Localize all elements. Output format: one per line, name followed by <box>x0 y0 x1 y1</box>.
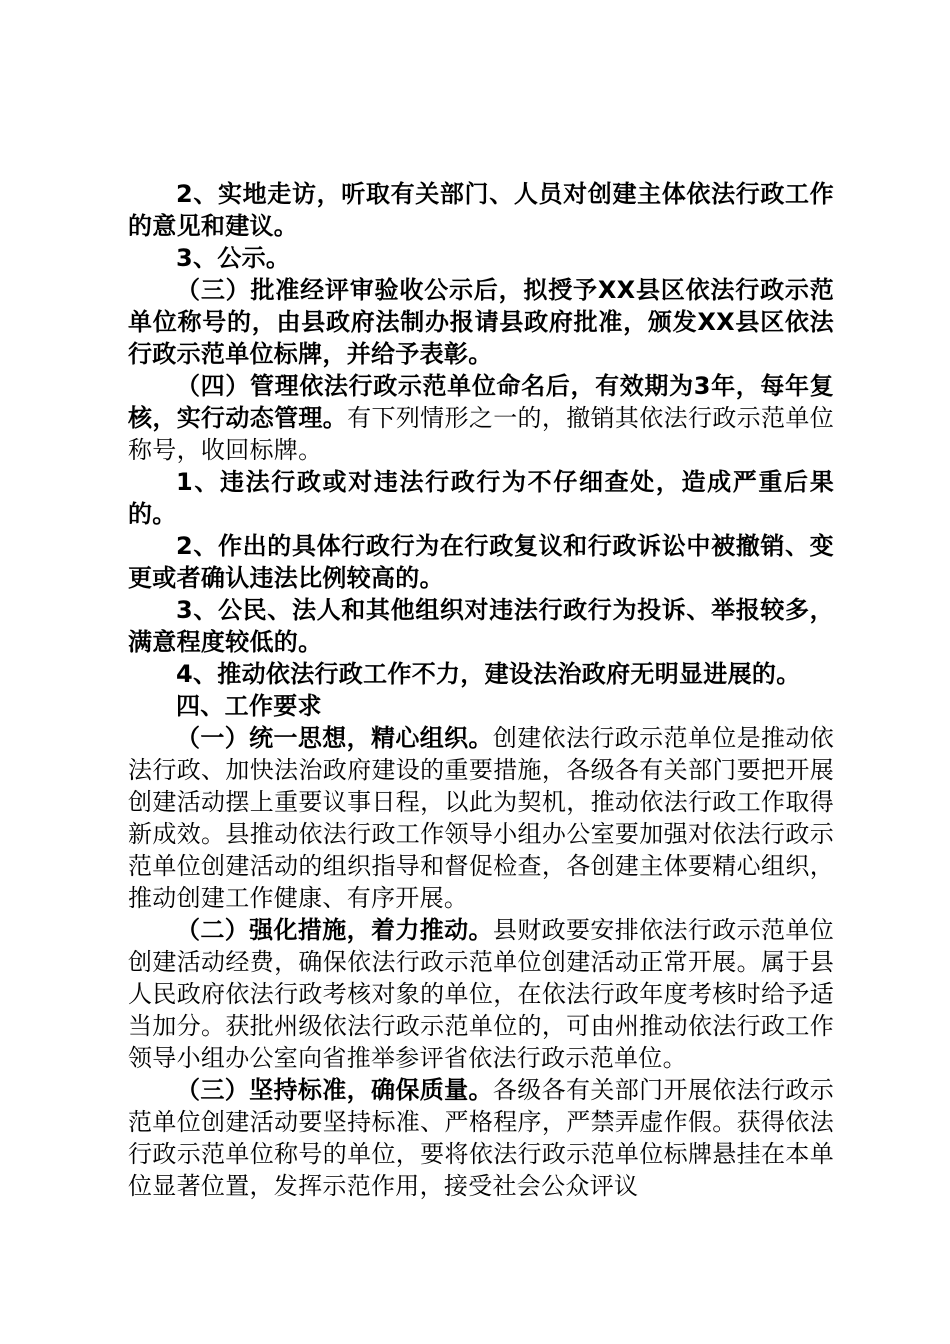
paragraph-revoke-condition-4 <box>128 658 834 690</box>
paragraph-text: （三）批准经评审验收公示后，拟授予XX县区依法行政示范单位称号的，由县政府法制办报请县政府批准，颁发XX县区依法行政示范单位标牌，并给予表彰。 <box>128 276 834 368</box>
section-heading-work-requirements <box>128 690 834 722</box>
paragraph-lead: （三）坚持标准，确保质量。 <box>176 1076 493 1104</box>
paragraph-requirement-3 <box>128 1074 834 1202</box>
paragraph-revoke-condition-1 <box>128 466 834 530</box>
paragraph-text: 3、公示。 <box>176 244 291 272</box>
paragraph-text: 各级各有关部门开展依法行政示范单位创建活动要坚持标准、严格程序，严禁弄虚作假。获得依法行政示范单位称号的单位，要将依法行政示范单位标牌悬挂在本单位显著位置，发挥示范作用，接受社会公众评议 <box>128 1076 835 1200</box>
paragraph-revoke-condition-3 <box>128 594 834 658</box>
paragraph-approval <box>128 274 834 370</box>
paragraph-management <box>128 370 834 466</box>
paragraph-text: 3、公民、法人和其他组织对违法行政行为投诉、举报较多，满意程度较低的。 <box>128 596 834 656</box>
paragraph-lead: （一）统一思想，精心组织。 <box>176 724 493 752</box>
paragraph-revoke-condition-2 <box>128 530 834 594</box>
paragraph-requirement-1 <box>128 722 834 914</box>
paragraph-requirement-2 <box>128 914 834 1074</box>
paragraph-text: 2、实地走访，听取有关部门、人员对创建主体依法行政工作的意见和建议。 <box>128 180 834 240</box>
paragraph-lead: （四）管理依法行政示范单位命名后，有效期为3年，每年复核，实行动态管理。 <box>128 372 834 432</box>
paragraph-lead: （二）强化措施，着力推动。 <box>176 916 493 944</box>
document-body <box>128 178 834 1202</box>
paragraph-field-visit <box>128 178 834 242</box>
paragraph-text: 2、作出的具体行政行为在行政复议和行政诉讼中被撤销、变更或者确认违法比例较高的。 <box>128 532 834 592</box>
paragraph-text: 4、推动依法行政工作不力，建设法治政府无明显进展的。 <box>176 660 801 688</box>
paragraph-text: 创建依法行政示范单位是推动依法行政、加快法治政府建设的重要措施，各级各有关部门要把开展创建活动摆上重要议事日程，以此为契机，推动依法行政工作取得新成效。县推动依法行政工作领导小组办公室要加强对依法行政示范单位创建活动的组织指导和督促检查，各创建主体要精心组织，推动创建工作健康、有序开展。 <box>128 724 835 912</box>
paragraph-public-notice <box>128 242 834 274</box>
paragraph-text: 1、违法行政或对违法行政行为不仔细查处，造成严重后果的。 <box>128 468 834 528</box>
paragraph-text: 县财政要安排依法行政示范单位创建活动经费，确保依法行政示范单位创建活动正常开展。属于县人民政府依法行政考核对象的单位，在依法行政年度考核时给予适当加分。获批州级依法行政示范单位的，可由州推动依法行政工作领导小组办公室向省推举参评省依法行政示范单位。 <box>128 916 835 1072</box>
paragraph-text: 四、工作要求 <box>176 692 322 720</box>
paragraph-text: 有下列情形之一的，撤销其依法行政示范单位称号，收回标牌。 <box>128 404 835 464</box>
